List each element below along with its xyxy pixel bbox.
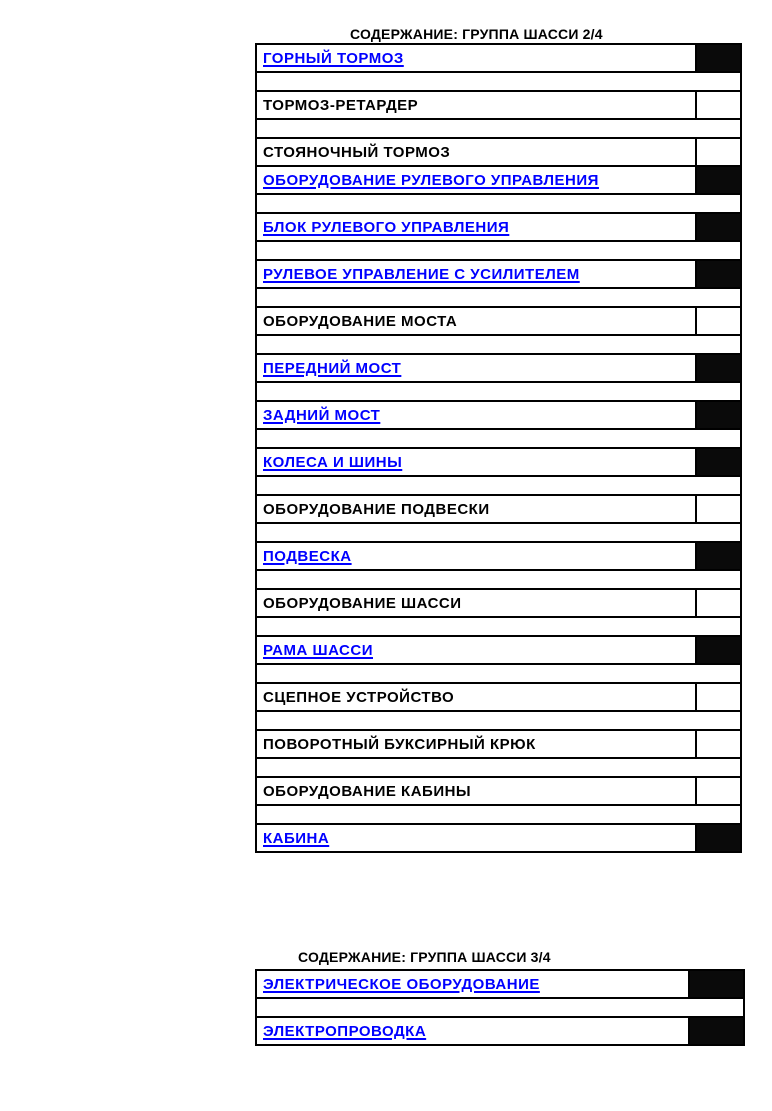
spacer-row [257, 336, 740, 355]
marker-cell-empty [697, 496, 740, 522]
toc-link[interactable]: БЛОК РУЛЕВОГО УПРАВЛЕНИЯ [257, 214, 697, 240]
toc-row [257, 543, 740, 571]
spacer-row [257, 524, 740, 543]
toc-row [257, 92, 740, 120]
toc-row [257, 45, 740, 73]
section-title-chassis-3-4: СОДЕРЖАНИЕ: ГРУППА ШАССИ 3/4 [298, 949, 551, 965]
toc-link[interactable]: ЭЛЕКТРИЧЕСКОЕ ОБОРУДОВАНИЕ [257, 971, 690, 997]
spacer-row [257, 806, 740, 825]
toc-row [257, 261, 740, 289]
marker-cell-filled [697, 355, 740, 381]
marker-cell-empty [697, 139, 740, 165]
marker-cell-filled [697, 637, 740, 663]
toc-row [257, 778, 740, 806]
toc-row [257, 214, 740, 242]
toc-row [257, 496, 740, 524]
spacer-row [257, 383, 740, 402]
toc-link[interactable]: ГОРНЫЙ ТОРМОЗ [257, 45, 697, 71]
toc-text: ТОРМОЗ-РЕТАРДЕР [257, 92, 697, 118]
spacer-row [257, 242, 740, 261]
marker-cell-filled [697, 543, 740, 569]
marker-cell-filled [690, 1018, 743, 1044]
toc-row [257, 167, 740, 195]
marker-cell-filled [697, 402, 740, 428]
spacer-row [257, 665, 740, 684]
toc-link[interactable]: КОЛЕСА И ШИНЫ [257, 449, 697, 475]
toc-link[interactable]: КАБИНА [257, 825, 697, 851]
toc-text: ОБОРУДОВАНИЕ КАБИНЫ [257, 778, 697, 804]
toc-link[interactable]: РУЛЕВОЕ УПРАВЛЕНИЕ С УСИЛИТЕЛЕМ [257, 261, 697, 287]
toc-link[interactable]: ПОДВЕСКА [257, 543, 697, 569]
spacer-row [257, 289, 740, 308]
toc-row [257, 825, 740, 853]
spacer-row [257, 999, 743, 1018]
marker-cell-filled [697, 261, 740, 287]
toc-link[interactable]: ОБОРУДОВАНИЕ РУЛЕВОГО УПРАВЛЕНИЯ [257, 167, 697, 193]
section-title-chassis-2-4: СОДЕРЖАНИЕ: ГРУППА ШАССИ 2/4 [350, 26, 603, 42]
toc-row [257, 308, 740, 336]
spacer-row [257, 712, 740, 731]
toc-row [257, 139, 740, 167]
spacer-row [257, 477, 740, 496]
spacer-row [257, 120, 740, 139]
toc-link[interactable]: РАМА ШАССИ [257, 637, 697, 663]
spacer-row [257, 618, 740, 637]
toc-text: ОБОРУДОВАНИЕ ШАССИ [257, 590, 697, 616]
toc-text: ОБОРУДОВАНИЕ ПОДВЕСКИ [257, 496, 697, 522]
toc-row [257, 1018, 743, 1046]
spacer-row [257, 430, 740, 449]
marker-cell-filled [697, 825, 740, 851]
marker-cell-empty [697, 308, 740, 334]
spacer-row [257, 571, 740, 590]
toc-row [257, 590, 740, 618]
toc-link[interactable]: ЗАДНИЙ МОСТ [257, 402, 697, 428]
marker-cell-filled [697, 167, 740, 193]
marker-cell-empty [697, 778, 740, 804]
spacer-row [257, 73, 740, 92]
toc-table-chassis-3-4 [255, 969, 745, 1046]
toc-link[interactable]: ЭЛЕКТРОПРОВОДКА [257, 1018, 690, 1044]
marker-cell-filled [697, 214, 740, 240]
marker-cell-empty [697, 590, 740, 616]
toc-row [257, 449, 740, 477]
toc-text: СЦЕПНОЕ УСТРОЙСТВО [257, 684, 697, 710]
toc-row [257, 355, 740, 383]
toc-text: ОБОРУДОВАНИЕ МОСТА [257, 308, 697, 334]
marker-cell-filled [697, 45, 740, 71]
toc-row [257, 637, 740, 665]
toc-row [257, 684, 740, 712]
toc-row [257, 731, 740, 759]
toc-text: СТОЯНОЧНЫЙ ТОРМОЗ [257, 139, 697, 165]
marker-cell-filled [690, 971, 743, 997]
marker-cell-empty [697, 731, 740, 757]
toc-link[interactable]: ПЕРЕДНИЙ МОСТ [257, 355, 697, 381]
toc-text: ПОВОРОТНЫЙ БУКСИРНЫЙ КРЮК [257, 731, 697, 757]
marker-cell-filled [697, 449, 740, 475]
spacer-row [257, 759, 740, 778]
spacer-row [257, 195, 740, 214]
toc-row [257, 402, 740, 430]
toc-table-chassis-2-4 [255, 43, 742, 853]
marker-cell-empty [697, 684, 740, 710]
toc-row [257, 971, 743, 999]
marker-cell-empty [697, 92, 740, 118]
